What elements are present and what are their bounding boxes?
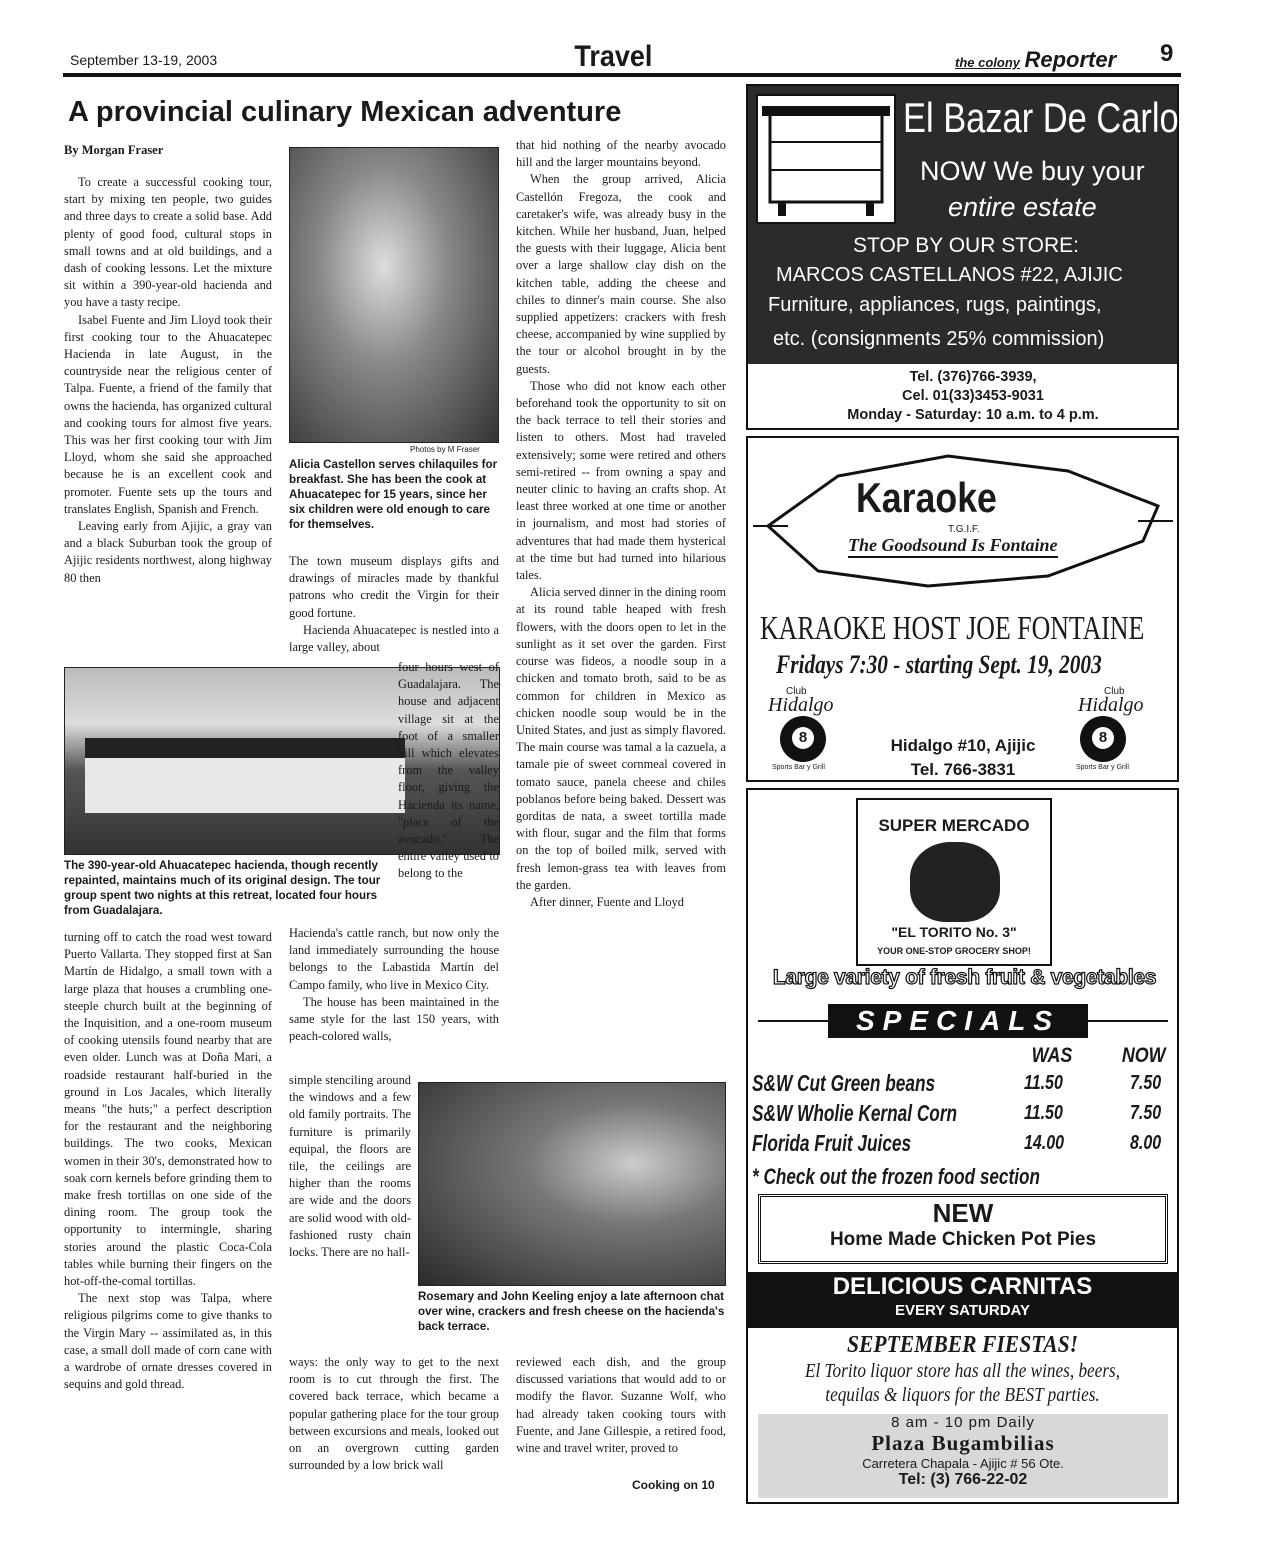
paragraph: that hid nothing of the nearby avocado hill and the larger mountains beyond. bbox=[516, 138, 726, 170]
club-logo-left bbox=[758, 686, 868, 776]
column-2-wrap-2 bbox=[289, 1072, 411, 1352]
section-title: Travel bbox=[574, 40, 653, 73]
special-item-was: 14.00 bbox=[1024, 1132, 1065, 1154]
pot-pie-box bbox=[758, 1194, 1168, 1264]
paragraph: Hacienda's cattle ranch, but now only the land immediately surrounding the house belongs to the Labastida Martín del Campo family, who live in Mexico City. bbox=[289, 926, 499, 992]
plaza-road: Carretera Chapala - Ajijic # 56 Ote. bbox=[862, 1456, 1064, 1471]
store-hours: 8 am - 10 pm Daily bbox=[891, 1414, 1035, 1431]
mercado-name: "EL TORITO No. 3" bbox=[891, 924, 1017, 940]
header-rule bbox=[63, 73, 1181, 77]
karaoke-tel: Tel. 766-3831 bbox=[910, 760, 1016, 779]
liquor-2: tequilas & liquors for the BEST parties. bbox=[825, 1384, 1100, 1406]
paper-masthead bbox=[955, 47, 1116, 73]
special-item-row bbox=[752, 1130, 1172, 1160]
column-1-bottom bbox=[64, 929, 272, 1499]
paper-name: Reporter bbox=[1024, 47, 1117, 72]
page-number: 9 bbox=[1160, 40, 1174, 67]
bazar-line1: NOW We buy your bbox=[920, 156, 1145, 186]
byline: By Morgan Fraser bbox=[64, 143, 164, 157]
cook-caption: Alicia Castellon serves chilaquiles for breakfast. She has been the cook at Ahuacatepec for 15 years, since her six children were old enough to care for themselves. bbox=[289, 458, 498, 531]
specials-list bbox=[752, 1070, 1172, 1160]
bazar-title: El Bazar De Carlos bbox=[903, 94, 1196, 141]
club-label: Club bbox=[1104, 686, 1125, 697]
frozen-note: * Check out the frozen food section bbox=[752, 1164, 1040, 1189]
bazar-tel: Tel. (376)766-3939, bbox=[909, 369, 1037, 385]
bazar-line6: etc. (consignments 25% commission) bbox=[773, 328, 1105, 350]
karaoke-host: KARAOKE HOST JOE FONTAINE bbox=[760, 610, 1145, 647]
column-3-top bbox=[516, 137, 726, 1077]
new-label: NEW bbox=[932, 1198, 994, 1228]
eight-ball-icon bbox=[1080, 716, 1126, 762]
continued-note: Cooking on 10 bbox=[632, 1478, 715, 1492]
header-date: September 13-19, 2003 bbox=[70, 52, 218, 68]
column-2-middle bbox=[289, 925, 499, 1070]
torito-logo bbox=[856, 798, 1052, 966]
was-header: WAS bbox=[1031, 1044, 1073, 1067]
eight-ball-icon bbox=[780, 716, 826, 762]
paragraph: Leaving early from Ajijic, a gray van and a black Suburban took the group of Ajijic residents northwest, along highway 80 then bbox=[64, 519, 272, 585]
bazar-line5: Furniture, appliances, rugs, paintings, bbox=[768, 294, 1102, 316]
plaza-box bbox=[758, 1414, 1168, 1498]
bazar-cel: Cel. 01(33)3453-9031 bbox=[902, 388, 1044, 404]
paper-small: the colony bbox=[955, 55, 1021, 70]
hacienda-roof bbox=[85, 738, 405, 758]
club-hidalgo: Hidalgo bbox=[1078, 694, 1144, 716]
mercado-slogan: YOUR ONE-STOP GROCERY SHOP! bbox=[877, 946, 1031, 956]
fiestas: SEPTEMBER FIESTAS! bbox=[846, 1332, 1079, 1358]
specials-heading: SPECIALS bbox=[828, 1004, 1088, 1038]
club-hidalgo: Hidalgo bbox=[768, 694, 834, 716]
sports-bar: Sports Bar y Grill bbox=[1076, 764, 1129, 771]
cook-photo bbox=[289, 147, 499, 443]
column-2-wrap bbox=[398, 659, 499, 924]
mercado-title: SUPER MERCADO bbox=[878, 816, 1030, 835]
dresser-icon bbox=[756, 94, 896, 224]
club-label: Club bbox=[786, 686, 807, 697]
paragraph: turning off to catch the road west toward Puerto Vallarta. They stopped first at San Martín de Hidalgo, a small town with a large plaza that houses a crumbling one-steeple church built at the beginning of the Inquisition, and a one-room museum of cooking utensils found nearby that are even older. Lunch was at Doña Mari, a roadside restaurant half-buried in the ground in Los Jacales, which literally means "the huts;" a perfect description for the restaurant and the neighboring buildings. The two cooks, Mexican women in their 30's, demonstrated how to soak corn kernels before grinding them to make fresh tortillas on one side of the dining room. The group took the opportunity to intermingle, sharing stories around the plastic Coca-Cola tables while burning their fingers on the hot-off-the-comal tortillas. bbox=[64, 930, 272, 1289]
special-item-was: 11.50 bbox=[1024, 1072, 1063, 1094]
article-title: A provincial culinary Mexican adventure bbox=[68, 96, 622, 128]
plaza-tel: Tel: (3) 766-22-02 bbox=[898, 1471, 1028, 1488]
special-item-name: Florida Fruit Juices bbox=[752, 1130, 912, 1156]
column-2-top bbox=[289, 553, 499, 658]
paragraph: four hours west of Guadalajara. The house and adjacent village sit at the foot of a smaller hill which elevates from the valley floor, giving the Hacienda its name, "place of the avocado." The entire valley used to belong to the bbox=[398, 660, 499, 881]
eight-ball-number: 8 bbox=[1092, 727, 1114, 749]
karaoke-when: Fridays 7:30 - starting Sept. 19, 2003 bbox=[776, 650, 1102, 679]
karaoke-tagline: The Goodsound Is Fontaine bbox=[848, 535, 1058, 558]
carnitas: DELICIOUS CARNITAS bbox=[832, 1273, 1093, 1300]
paragraph: To create a successful cooking tour, start by mixing ten people, two guides and three days to create a solid base. Add plenty of good food, cultural stops in small towns and at old buildings, and a dash of cooking lessons. Let the mixture sit within a 390-year-old hacienda and you have a tasty recipe. bbox=[64, 175, 272, 310]
ad-bazar-de-carlos bbox=[746, 84, 1196, 430]
paragraph: The town museum displays gifts and drawings of miracles made by thankful patrons who credit the Virgin for their good fortune. bbox=[289, 554, 499, 620]
paragraph: The house has been maintained in the same style for the last 150 years, with peach-colored walls, bbox=[289, 994, 499, 1044]
paragraph: Hacienda Ahuacatepec is nestled into a large valley, about bbox=[289, 622, 499, 655]
now-header: NOW bbox=[1121, 1044, 1166, 1067]
paragraph: The next stop was Talpa, where religious pilgrims come to give thanks to the Virgin Mary -- assimilated as, in this case, a small doll made of corn cane with a wardrobe of ornate dresses covered in sequins and gold thread. bbox=[64, 1291, 272, 1392]
ad-super-mercado bbox=[746, 788, 1179, 1504]
paragraph: Those who did not know each other beforehand took the opportunity to sit on the back terrace to tell their stories and listen to others. Most had traveled extensively; some were retired and others semi-retired -- from owning a spay and neuter clinic to having an crafts shop. At least three worked at one time or another in journalism, and most had stories of adventures that had made them hysterical at the time but had turned into hilarious tales. bbox=[516, 378, 726, 583]
special-item-row bbox=[752, 1070, 1172, 1100]
special-item-now: 7.50 bbox=[1130, 1072, 1162, 1094]
sports-bar: Sports Bar y Grill bbox=[772, 764, 825, 771]
photo-credit: Photos by M Fraser bbox=[410, 445, 480, 454]
plaza-name: Plaza Bugambilias bbox=[871, 1431, 1055, 1455]
bazar-line3: STOP BY OUR STORE: bbox=[853, 234, 1080, 257]
produce-banner: Large variety of fresh fruit & vegetables bbox=[772, 966, 1157, 989]
paragraph: When the group arrived, Alicia Castellón Fregoza, the cook and caretaker's wife, was already busy in the kitchen. While her husband, Juan, helped the guests with their luggage, Alicia bent over a large shallow clay dish on the kitchen table, adding the cheese and chiles to dinner's main course. She also supplied appetizers: crackers with fresh cheese, accompanied by wine supplied by the tour or alcohol brought in by the guests. bbox=[516, 172, 726, 376]
column-2-bottom bbox=[289, 1354, 499, 1499]
bazar-contact bbox=[788, 368, 1158, 425]
club-logo-right bbox=[1058, 686, 1168, 776]
pot-pies: Home Made Chicken Pot Pies bbox=[829, 1229, 1097, 1250]
special-item-now: 8.00 bbox=[1130, 1132, 1162, 1154]
bazar-line4: MARCOS CASTELLANOS #22, AJIJIC bbox=[776, 264, 1123, 286]
special-item-name: S&W Wholie Kernal Corn bbox=[752, 1100, 958, 1126]
karaoke-title: Karaoke bbox=[856, 474, 997, 521]
carnitas-banner bbox=[748, 1272, 1177, 1328]
special-item-now: 7.50 bbox=[1130, 1102, 1162, 1124]
karaoke-addr: Hidalgo #10, Ajijic bbox=[890, 736, 1036, 755]
karaoke-tgif: T.G.I.F. bbox=[948, 524, 980, 535]
bazar-line2: entire estate bbox=[948, 192, 1097, 222]
paragraph: ways: the only way to get to the next room is to cut through the first. The covered back terrace, which became a popular gathering place for the tour group between excursions and meals, looked out on an overgrown cutting garden surrounded by a low brick wall bbox=[289, 1355, 499, 1473]
ad-karaoke bbox=[746, 436, 1179, 782]
bull-icon bbox=[910, 842, 1000, 922]
paragraph: simple stenciling around the windows and a few old family portraits. The furniture is primarily equipal, the floors are tile, the ceilings are higher than the rooms are wide and the doors are solid wood with old-fashioned rusty chain locks. There are no hall- bbox=[289, 1073, 411, 1260]
bazar-hours: Monday - Saturday: 10 a.m. to 4 p.m. bbox=[847, 407, 1099, 423]
paragraph: Isabel Fuente and Jim Lloyd took their first cooking tour to the Ahuacatepec Hacienda in late August, in the countryside near the religious center of Talpa. Fuente, a friend of the family that owns the hacienda, has organized cultural and cooking tours for almost five years. This was her first cooking tour with Jim Lloyd, whom she said she approached because he is an excellent cook and promoter. Fuente sets up the tours and translates English, Spanish and French. bbox=[64, 312, 272, 516]
hacienda-caption: The 390-year-old Ahuacatepec hacienda, though recently repainted, maintains much of its original design. The tour group spent two nights at this retreat, located four hours from Guadalajara. bbox=[64, 859, 381, 917]
every-saturday: EVERY SATURDAY bbox=[894, 1302, 1031, 1319]
column-1-top bbox=[64, 174, 272, 654]
column-3-bottom bbox=[516, 1354, 726, 1479]
eight-ball-number: 8 bbox=[792, 727, 814, 749]
special-item-name: S&W Cut Green beans bbox=[752, 1070, 936, 1096]
hacienda-wall bbox=[85, 758, 405, 813]
paragraph: reviewed each dish, and the group discussed variations that would add to or modify the flavor. Suzanne Wolf, who had already taken cooking tours with Fuente, and Jane Gillespie, a retired food, wine and travel writer, proved to bbox=[516, 1355, 726, 1456]
keeling-photo bbox=[418, 1082, 726, 1286]
special-item-row bbox=[752, 1100, 1172, 1130]
liquor-1: El Torito liquor store has all the wines, beers, bbox=[804, 1360, 1121, 1382]
karaoke-address bbox=[868, 734, 1058, 782]
dresser-drawing bbox=[758, 96, 894, 222]
paragraph: After dinner, Fuente and Lloyd bbox=[530, 894, 684, 909]
paragraph: Alicia served dinner in the dining room at its round table heaped with fresh flowers, with the doors open to let in the sunlight as it set over the garden. First course was fideos, a noodle soup in a chicken and tomato broth, said to be as common for children in Mexico as chicken noodle soup would be in the United States, and just as simply flavored. The main course was tamal a la cazuela, a tamale pie of sweet cornmeal covered in tomato sauce, panela cheese and chiles poblanos before being baked. Dessert was gorditas de nata, a sweet tortilla made with flour, sugar and the film that forms on the top of boiled milk, served with fresh lemon-grass tea with leaves from the garden. bbox=[516, 585, 726, 892]
special-item-was: 11.50 bbox=[1024, 1102, 1063, 1124]
keeling-caption: Rosemary and John Keeling enjoy a late afternoon chat over wine, crackers and fresh cheese on the hacienda's back terrace. bbox=[418, 1290, 725, 1333]
